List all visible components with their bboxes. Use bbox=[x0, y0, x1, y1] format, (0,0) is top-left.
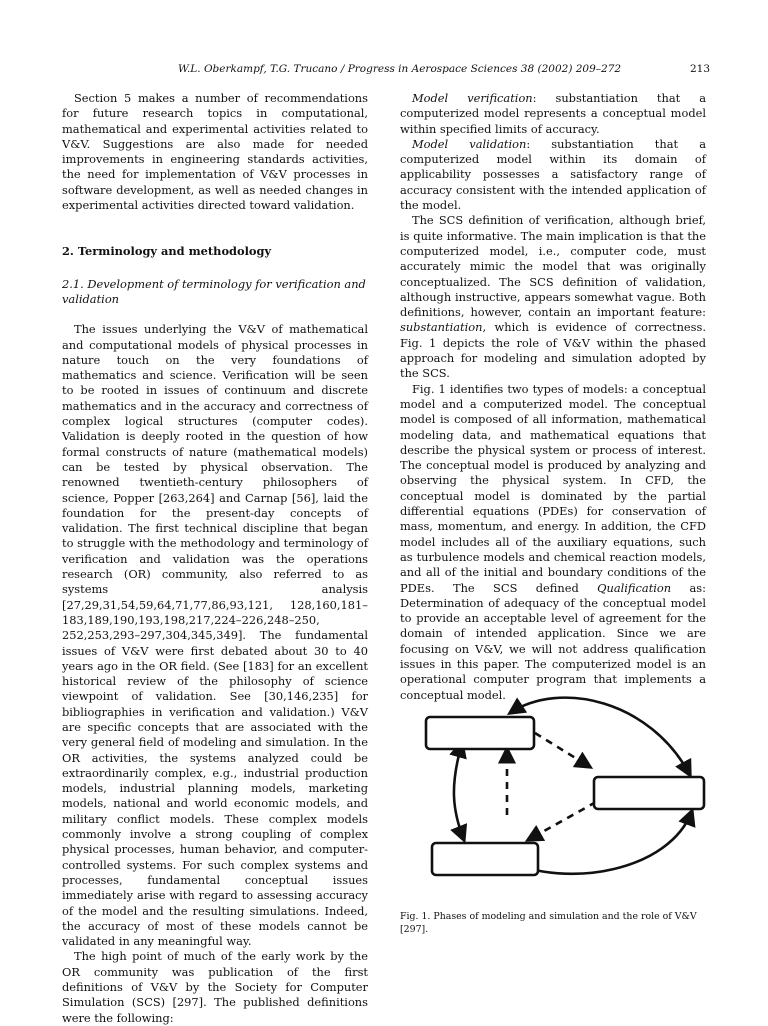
arc-top bbox=[510, 698, 690, 775]
right-column bbox=[400, 91, 706, 703]
box-bottom bbox=[432, 843, 538, 875]
emphasis-qualification: Qualification bbox=[597, 580, 672, 595]
emphasis-substantiation: substantiation bbox=[400, 320, 483, 335]
definition-validation-text: : substantiation that a computerized model within its domain of applicability possesses a satisfactory range of accuracy consistent with the intended application of the model. bbox=[400, 136, 706, 213]
paragraph-fig1-models: Fig. 1 identifies two types of models: a conceptual model and a computerized model. The conceptual model is composed of all information, mathematical modeling data, and mathematical equations that describe the physical system or process of interest. The conceptual model is produced by analyzing and observing the physical system. In CFD, the conceptual model is dominated by the partial differential equations (PDEs) for conservation of mass, momentum, and energy. In addition, the CFD model includes all of the auxiliary equations, such as turbulence models and chemical reaction models, and all of the initial and boundary conditions of the PDEs. The SCS defined Qualification as: Determination of adequacy of the conceptual model to provide an acceptable level of agreement for the domain of intended application. Since we are focusing on V&V, we will not address qualification issues in this paper. The computerized model is an operational computer program that implements a conceptual model. bbox=[400, 381, 706, 702]
paragraph-issues: The issues underlying the V&V of mathematical and computational models of physical processes in nature touch on the very foundations of mathematics and science. Verification will be seen to be rooted in issues of continuum and discrete mathematics and in the accuracy and correctness of complex logical structures (computer codes). Validation is deeply rooted in the question of how formal constructs of nature (mathematical models) can be tested by physical observation. The renowned twentieth-century philosophers of science, Popper [263,264] and Carnap [56], laid the foundation for the present-day concepts of validation. The first technical discipline that began to struggle with the methodology and terminology of verification and validation was the operations research (OR) community, also referred to as systems analysis [27,29,31,54,59,64,71,77,86,93,121, 128,160,181–183,189,190,193,198,217,224–226,248–250, 252,253,293–297,304,345,349]. The fundamental issues of V&V were first debated about 30 to 40 years ago in the OR field. (See [183] for an excellent historical review of the philosophy of science viewpoint of validation. See [30,146,235] for bibliographies in verification and validation.) V&V are specific concepts that are associated with the very general field of modeling and simulation. In the OR activities, the systems analyzed could be extraordinarily complex, e.g., industrial production models, industrial planning models, marketing models, national and world economic models, and military conflict models. These complex models commonly involve a strong coupling of complex physical processes, human behavior, and computer-controlled systems. For such complex systems and processes, fundamental conceptual issues immediately arise with regard to assessing accuracy of the model and the resulting simulations. Indeed, the accuracy of most of these models cannot be validated in any meaningful way. bbox=[62, 322, 368, 949]
box-right bbox=[594, 777, 704, 809]
arc-left bbox=[454, 743, 464, 840]
paragraph-section5: Section 5 makes a number of recommendations for future research topics in computational, mathematical and experimental activities related to V&V. Suggestions are also made for needed improvements in engineering standards activities, the need for implementation of V&V processes in software development, as well as needed changes in experimental activities directed toward validation. bbox=[62, 91, 368, 213]
section-title: 2. Terminology and methodology bbox=[62, 244, 272, 259]
subsection-title: 2.1. Development of terminology for verification and validation bbox=[62, 276, 366, 306]
definition-verification bbox=[400, 91, 706, 137]
figure-caption: Fig. 1. Phases of modeling and simulation and the role of V&V [297]. bbox=[400, 911, 697, 935]
paragraph-scs-definition: The SCS definition of verification, although brief, is quite informative. The main implication is that the computerized model, i.e., computer code, must accurately mimic the model that was originally conceptualized. The SCS definition of validation, although instructive, appears somewhat vague. Both definitions, however, contain an important feature: substantiation, which is evidence of correctness. Fig. 1 depicts the role of V&V within the phased approach for modeling and simulation adopted by the SCS. bbox=[400, 213, 706, 381]
dashed-arrow-diagonal-up bbox=[528, 802, 596, 840]
definition-verification-term: Model verification bbox=[412, 91, 533, 105]
left-column bbox=[62, 91, 368, 1026]
dashed-arrow-diagonal-down bbox=[535, 733, 590, 767]
box-top bbox=[426, 717, 534, 749]
phases-diagram-svg bbox=[400, 685, 720, 897]
definition-verification-text: : substantiation that a computerized model represents a conceptual model within specified limits of accuracy. bbox=[400, 91, 706, 136]
definition-validation-term: Model validation bbox=[412, 136, 527, 151]
page-number: 213 bbox=[689, 63, 710, 75]
definition-validation bbox=[400, 137, 706, 213]
running-title: W.L. Oberkampf, T.G. Trucano / Progress in Aerospace Sciences 38 (2002) 209–272 bbox=[178, 63, 622, 75]
figure-1-diagram bbox=[400, 685, 720, 897]
paragraph-high-point: The high point of much of the early work by the OR community was publication of the first definitions of V&V by the Society for Computer Simulation (SCS) [297]. The published definitions were the following: bbox=[62, 949, 368, 1025]
